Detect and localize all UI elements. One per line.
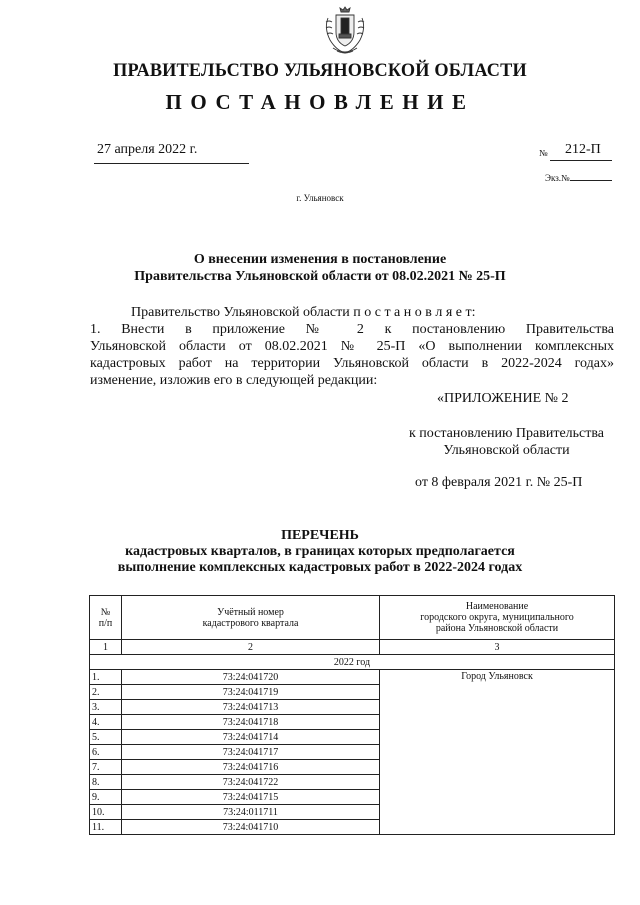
cadastral-number: 73:24:041720	[122, 670, 380, 685]
row-number: 6.	[90, 745, 122, 760]
cadastral-number: 73:24:041713	[122, 700, 380, 715]
resolution-item-1	[90, 321, 614, 389]
row-number: 7.	[90, 760, 122, 775]
item-line-4: изменение, изложив его в следующей редакции:	[90, 373, 378, 388]
header-cadastral-line-2: кадастрового квартала	[202, 617, 299, 629]
cadastral-quarters-table	[89, 595, 615, 835]
appendix-title: «ПРИЛОЖЕНИЕ № 2	[437, 391, 569, 406]
cadastral-number: 73:24:041710	[122, 820, 380, 835]
number-sign: №	[539, 148, 548, 158]
city: г. Ульяновск	[296, 193, 344, 203]
subject	[0, 251, 640, 285]
coat-of-arms-icon	[323, 4, 367, 56]
appendix-from: от 8 февраля 2021 г. № 25-П	[415, 475, 583, 490]
row-number: 3.	[90, 700, 122, 715]
cadastral-number: 73:24:011711	[122, 805, 380, 820]
document-number: 212-П	[565, 142, 601, 157]
row-number: 11.	[90, 820, 122, 835]
cadastral-number: 73:24:041715	[122, 790, 380, 805]
row-number: 4.	[90, 715, 122, 730]
copy-underline	[570, 180, 612, 181]
list-title-line-1: ПЕРЕЧЕНЬ	[281, 528, 359, 543]
cadastral-number: 73:24:041718	[122, 715, 380, 730]
document-type: ПОСТАНОВЛЕНИЕ	[165, 90, 475, 114]
year-row	[90, 655, 615, 670]
item-line-1: 1. Внести в приложение № 2 к постановлению Правительства	[90, 322, 614, 337]
header-number-line-1: №	[100, 606, 111, 618]
col-number-2: 2	[122, 640, 380, 655]
district-name: Город Ульяновск	[380, 670, 615, 835]
item-line-3: кадастровых работ на территории Ульяновской области в 2022-2024 годах»	[90, 356, 614, 371]
header-number	[90, 596, 122, 640]
column-number-row	[90, 640, 615, 655]
table-row	[90, 670, 615, 685]
row-number: 2.	[90, 685, 122, 700]
list-title	[0, 528, 640, 576]
cadastral-number: 73:24:041719	[122, 685, 380, 700]
row-number: 5.	[90, 730, 122, 745]
table-header-row	[90, 596, 615, 640]
number-underline	[550, 160, 612, 161]
organization-title: ПРАВИТЕЛЬСТВО УЛЬЯНОВСКОЙ ОБЛАСТИ	[113, 60, 527, 81]
col-number-1: 1	[90, 640, 122, 655]
date-underline	[94, 163, 249, 164]
header-district-line-3: района Ульяновской области	[435, 623, 559, 634]
list-title-line-2: кадастровых кварталов, в границах которых предполагается	[125, 544, 515, 559]
cadastral-number: 73:24:041717	[122, 745, 380, 760]
header-district-line-1: Наименование	[465, 601, 529, 612]
item-line-2: Ульяновской области от 08.02.2021 № 25-П «О выполнении комплексных	[90, 339, 614, 354]
header-cadastral	[122, 596, 380, 640]
cadastral-number: 73:24:041722	[122, 775, 380, 790]
document-date: 27 апреля 2022 г.	[97, 142, 198, 157]
appendix-to-line-1: к постановлению Правительства	[408, 426, 605, 441]
header-district	[380, 596, 615, 640]
cadastral-number: 73:24:041716	[122, 760, 380, 775]
cadastral-number: 73:24:041714	[122, 730, 380, 745]
appendix-to-line-2: Ульяновской области	[443, 443, 570, 458]
resolution-intro: Правительство Ульяновской области п о с т а н о в л я е т:	[131, 305, 476, 320]
header-number-line-2: п/п	[98, 617, 113, 629]
col-number-3: 3	[380, 640, 615, 655]
header-district-line-2: городского округа, муниципального	[420, 612, 574, 623]
year-label: 2022 год	[90, 655, 615, 670]
row-number: 9.	[90, 790, 122, 805]
row-number: 8.	[90, 775, 122, 790]
appendix-reference	[400, 425, 613, 459]
row-number: 10.	[90, 805, 122, 820]
subject-line-2: Правительства Ульяновской области от 08.02.2021 № 25-П	[134, 269, 506, 284]
copy-label: Экз.№	[545, 173, 570, 183]
header-cadastral-line-1: Учётный номер	[217, 606, 284, 618]
subject-line-1: О внесении изменения в постановление	[193, 252, 447, 267]
list-title-line-3: выполнение комплексных кадастровых работ в 2022-2024 годах	[117, 560, 523, 575]
row-number: 1.	[90, 670, 122, 685]
